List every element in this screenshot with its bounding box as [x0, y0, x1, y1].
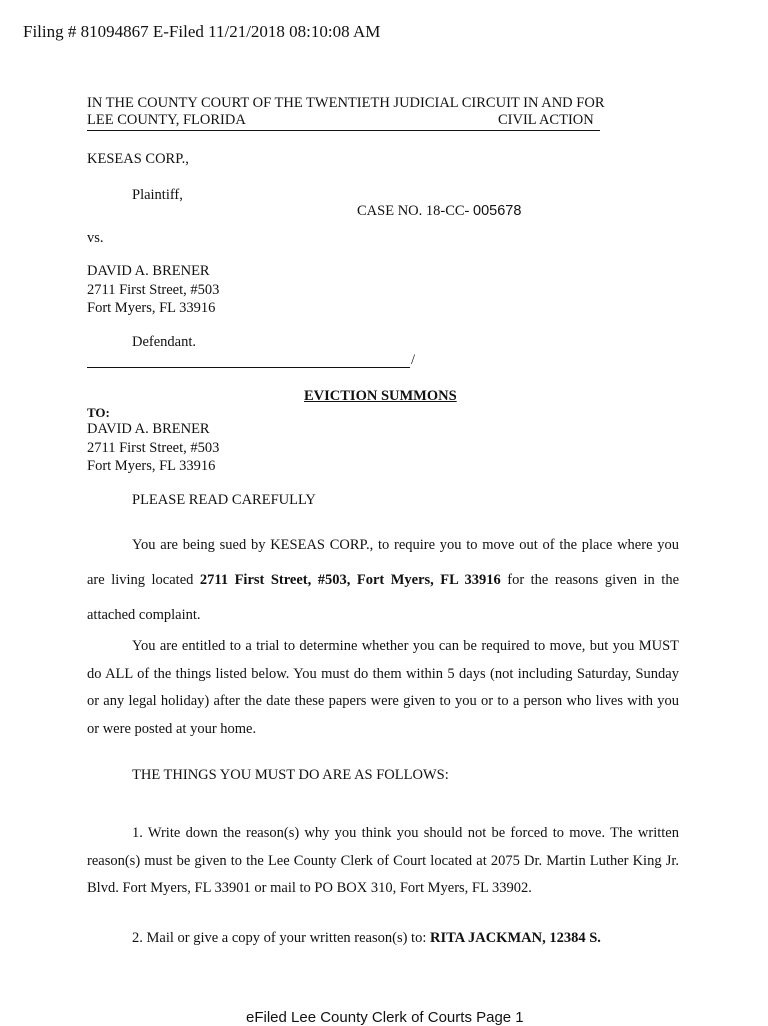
filing-header: Filing # 81094867 E-Filed 11/21/2018 08:10:08 AM — [23, 22, 381, 41]
paragraph-trial — [87, 633, 679, 743]
item-2-text: 2. Mail or give a copy of your written reason(s) to: — [132, 930, 430, 946]
caption-underline-row — [87, 112, 600, 131]
item-1-text: 1. Write down the reason(s) why you think you should not be forced to move. The written reason(s) must be given to the Lee County Clerk of Court located at 2075 Dr. Martin Luther King Jr. Blvd. Fort Myers, FL 33901 or mail to PO BOX 310, Fort Myers, FL 33902. — [87, 825, 679, 896]
please-read: PLEASE READ CAREFULLY — [132, 492, 316, 508]
action-label: CIVIL ACTION — [498, 112, 594, 128]
paragraph-trial-text: You are entitled to a trial to determine whether you can be required to move, but you MUST do ALL of the things listed below. You must do them within 5 days (not including Saturday, Sunday or any legal holiday) after the date these papers were given to you or to a person who lives with you or were posted at your home. — [87, 638, 679, 737]
item-2-recipient: RITA JACKMAN, 12384 S. — [429, 930, 601, 946]
paragraph-sued — [87, 528, 679, 633]
defendant-name: DAVID A. BRENER — [87, 263, 210, 279]
plaintiff-name: KESEAS CORP., — [87, 151, 189, 167]
case-number-value: 005678 — [473, 203, 522, 219]
plaintiff-role: Plaintiff, — [132, 187, 183, 203]
signature-line — [87, 353, 410, 368]
court-name: IN THE COUNTY COURT OF THE TWENTIETH JUDICIAL CIRCUIT IN AND FOR — [87, 95, 605, 111]
defendant-address-line2: Fort Myers, FL 33916 — [87, 300, 216, 316]
page-footer: eFiled Lee County Clerk of Courts Page 1 — [246, 1009, 524, 1026]
item-2 — [132, 930, 601, 947]
to-label: TO: — [87, 405, 110, 420]
court-caption — [87, 95, 607, 131]
versus: vs. — [87, 230, 104, 246]
property-address: 2711 First Street, #503, Fort Myers, FL 33916 — [199, 572, 501, 588]
to-name: DAVID A. BRENER — [87, 421, 210, 437]
to-address-line2: Fort Myers, FL 33916 — [87, 458, 216, 474]
county-label: LEE COUNTY, FLORIDA — [87, 112, 246, 128]
paragraph-sued-after: for the reasons given in the attached complaint. — [87, 572, 680, 623]
paragraph-sued-before: You are being sued by KESEAS CORP., to require you to move out of the place where you are living located — [87, 537, 679, 588]
item-1 — [87, 820, 679, 903]
signature-slash: / — [411, 352, 416, 368]
to-address-line1: 2711 First Street, #503 — [87, 440, 220, 456]
case-number-prefix: CASE NO. 18-CC- — [357, 203, 470, 219]
case-number — [357, 203, 521, 220]
defendant-role: Defendant. — [132, 334, 197, 350]
defendant-address-line1: 2711 First Street, #503 — [87, 282, 220, 298]
things-heading: THE THINGS YOU MUST DO ARE AS FOLLOWS: — [132, 767, 449, 783]
summons-title: EVICTION SUMMONS — [304, 388, 457, 404]
